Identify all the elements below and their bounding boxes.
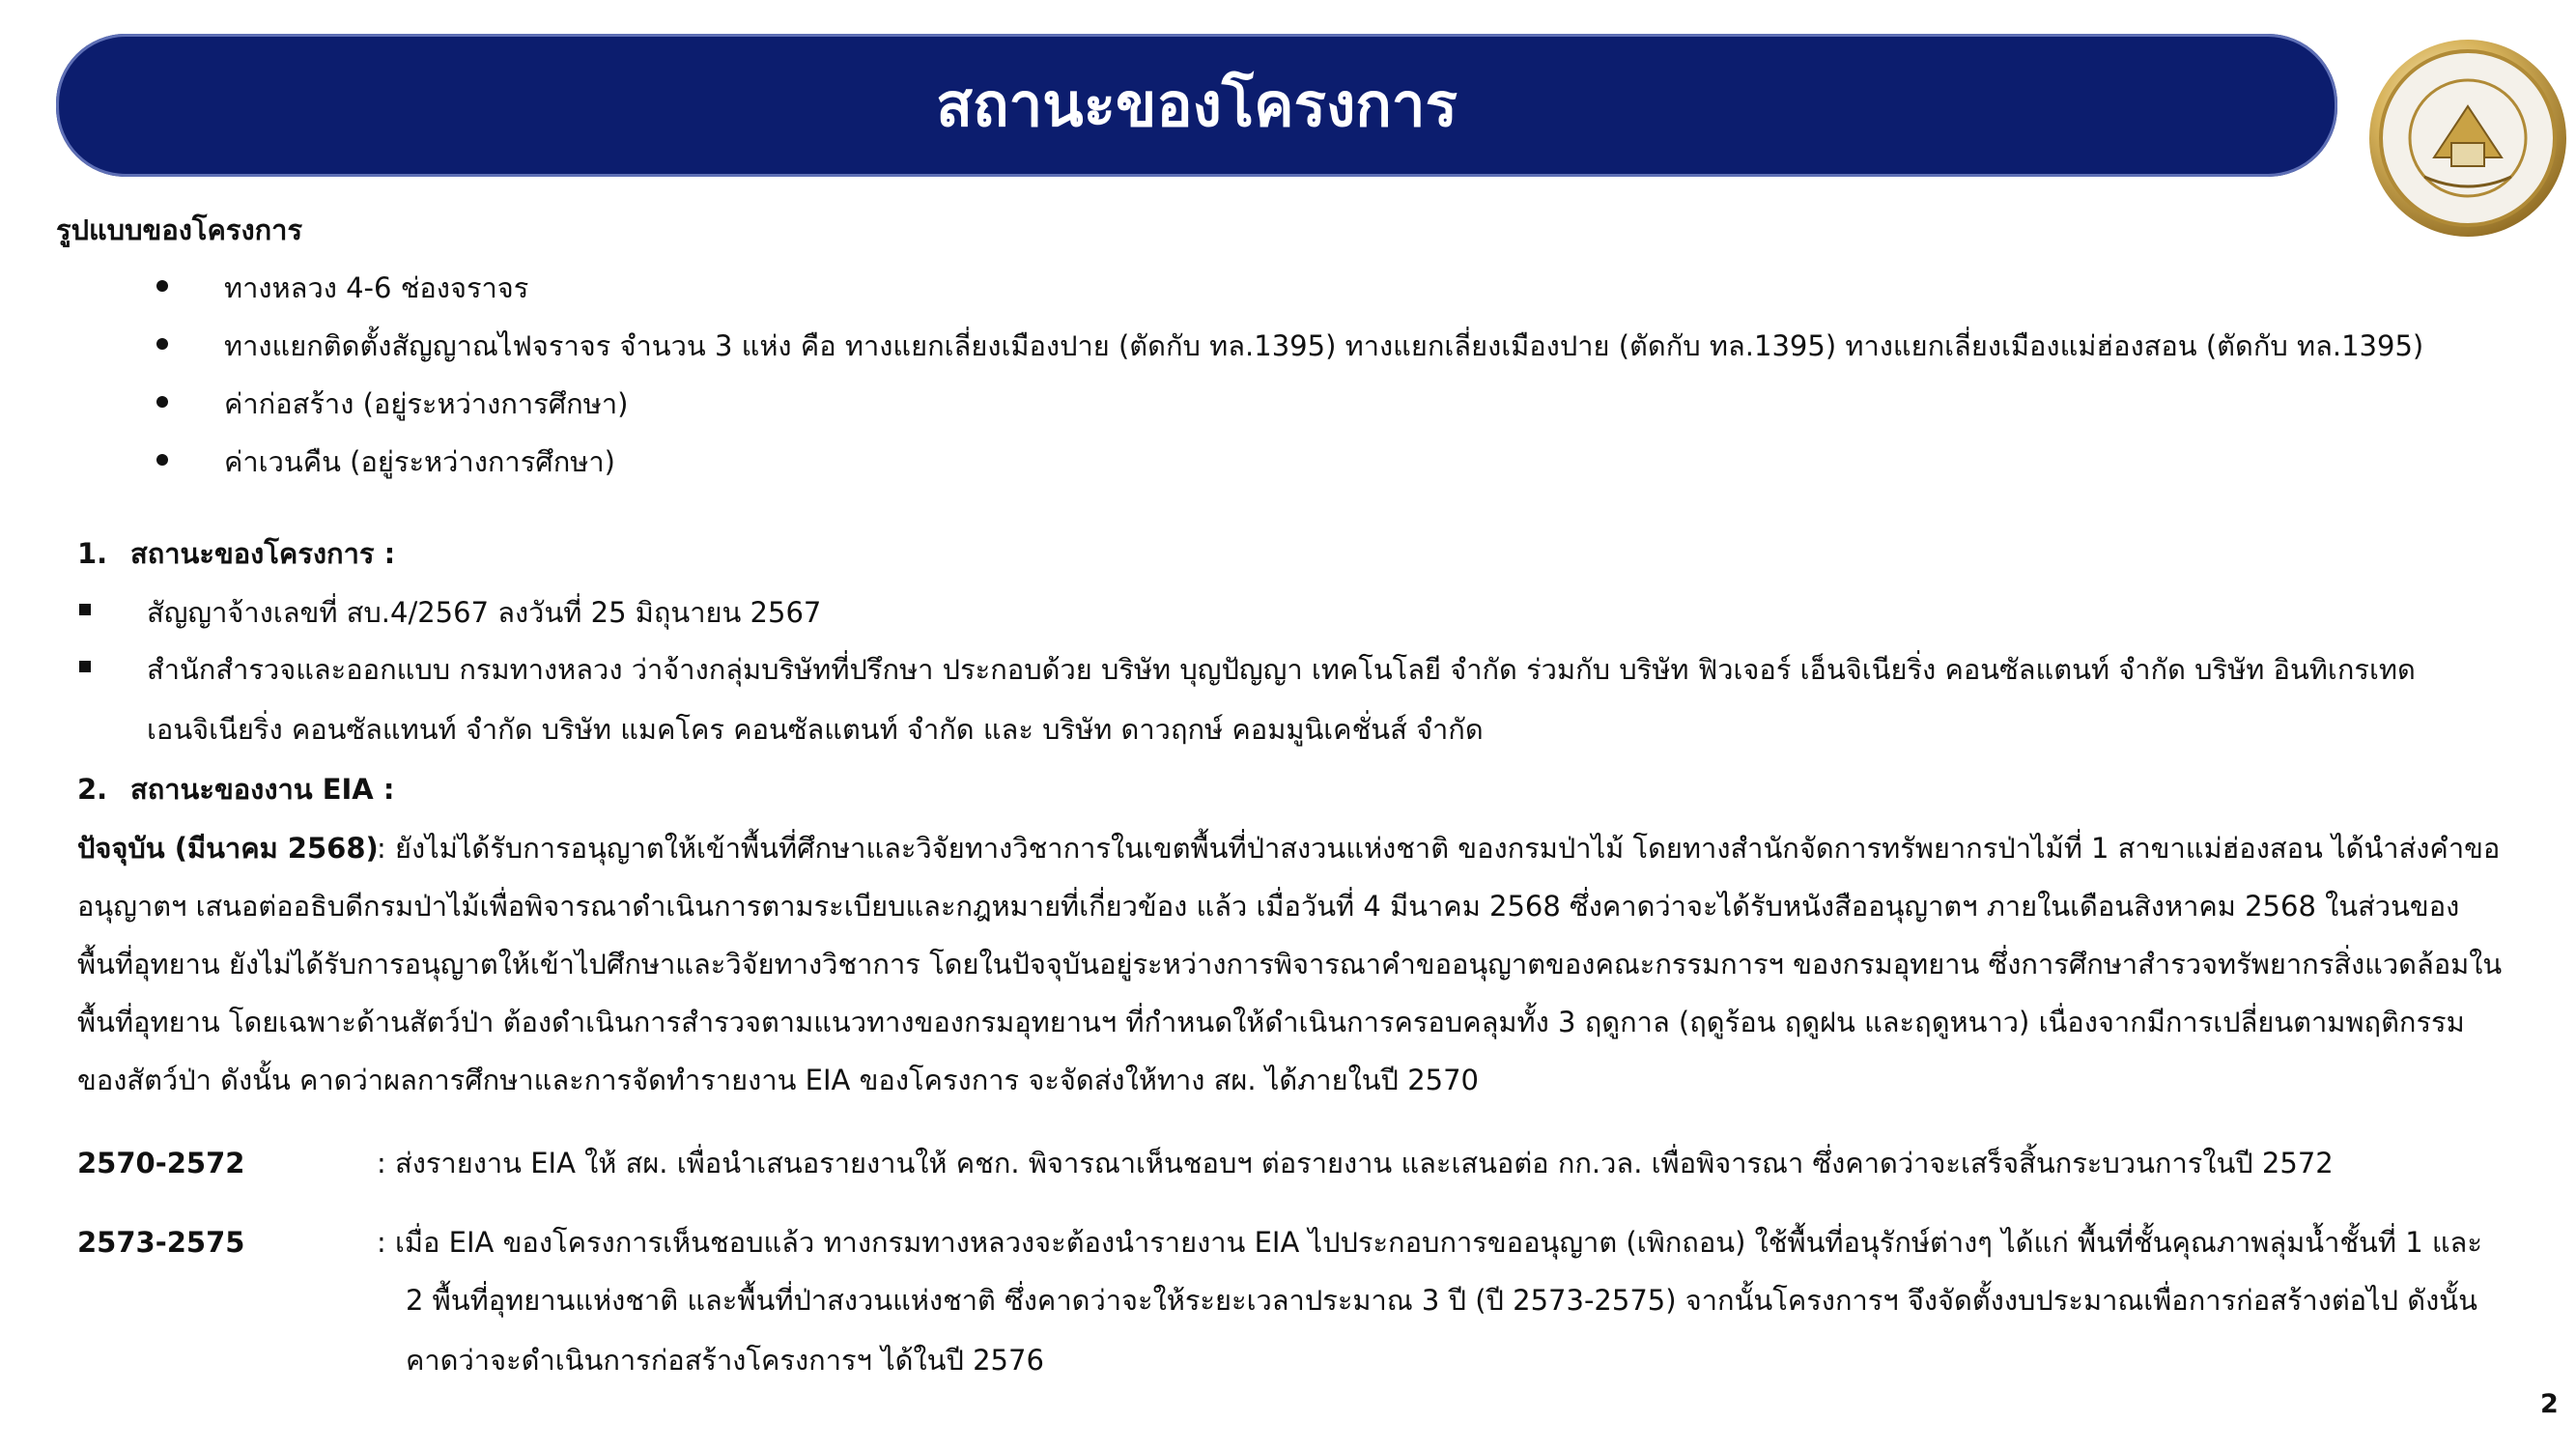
page-title: สถานะของโครงการ [936, 70, 1458, 140]
format-item: ทางหลวง 4-6 ช่องจราจร [224, 271, 529, 304]
timeline-text: 2 พื้นที่อุทยานแห่งชาติ และพื้นที่ป่าสงวนแห่งชาติ ซึ่งคาดว่าจะให้ระยะเวลาประมาณ 3 ปี (ปี 2573-2575) จากนั้นโครงการฯ จึงจัดตั้งงบประมาณเพื่อการก่อสร้างต่อไป ดังนั้น [406, 1284, 2477, 1317]
title-banner [56, 34, 2337, 177]
section1-item-continued: เอนจิเนียริ่ง คอนซัลแทนท์ จำกัด บริษัท แมคโคร คอนซัลแตนท์ จำกัด และ บริษัท ดาวฤกษ์ คอมมูนิเคชั่นส์ จำกัด [147, 713, 1484, 746]
status-paragraph-line: พื้นที่อุทยาน ยังไม่ได้รับการอนุญาตให้เข้าไปศึกษาและวิจัยทางวิชาการ โดยในปัจจุบันอยู่ระหว่างการพิจารณาคำขออนุญาตของคณะกรรมการฯ ของกรมอุทยาน ซึ่งการศึกษาสำรวจทรัพยากรสิ่งแวดล้อมใน [77, 948, 2503, 980]
timeline-text: คาดว่าจะดำเนินการก่อสร้างโครงการฯ ได้ในปี 2576 [406, 1344, 1044, 1377]
status-paragraph-line: อนุญาตฯ เสนอต่ออธิบดีกรมป่าไม้เพื่อพิจารณาดำเนินการตามระเบียบและกฎหมายที่เกี่ยวข้อง แล้ว เมื่อวันที่ 4 มีนาคม 2568 ซึ่งคาดว่าจะได้รับหนังสืออนุญาตฯ ภายในเดือนสิงหาคม 2568 ในส่วนของ [77, 890, 2460, 923]
timeline-period: 2573-2575 [77, 1226, 245, 1259]
format-item: ทางแยกติดตั้งสัญญาณไฟจราจร จำนวน 3 แห่ง คือ ทางแยกเลี่ยงเมืองปาย (ตัดกับ ทล.1395) ทางแยกเลี่ยงเมืองปาย (ตัดกับ ทล.1395) ทางแยกเลี่ยงเมืองแม่ฮ่องสอน (ตัดกับ ทล.1395) [224, 329, 2424, 362]
square-bullet-icon [79, 604, 91, 615]
bullet-icon [156, 280, 168, 292]
timeline-text: : เมื่อ EIA ของโครงการเห็นชอบแล้ว ทางกรมทางหลวงจะต้องนำรายงาน EIA ไปประกอบการขออนุญาต (เพิกถอน) ใช้พื้นที่อนุรักษ์ต่างๆ ได้แก่ พื้นที่ชั้นคุณภาพลุ่มน้ำชั้นที่ 1 และ [377, 1226, 2482, 1259]
timeline-period: 2570-2572 [77, 1147, 245, 1179]
status-paragraph-line: : ยังไม่ได้รับการอนุญาตให้เข้าพื้นที่ศึกษาและวิจัยทางวิชาการในเขตพื้นที่ป่าสงวนแห่งชาติ ของกรมป่าไม้ โดยทางสำนักจัดการทรัพยากรป่าไม้ที่ 1 สาขาแม่ฮ่องสอน ได้นำส่งคำขอ [377, 832, 2501, 865]
department-of-highways-seal-icon [2366, 37, 2569, 240]
project-format-heading: รูปแบบของโครงการ [56, 213, 303, 246]
format-item: ค่าก่อสร้าง (อยู่ระหว่างการศึกษา) [224, 387, 629, 420]
section1-item: สัญญาจ้างเลขที่ สบ.4/2567 ลงวันที่ 25 มิถุนายน 2567 [147, 596, 822, 629]
timeline-text: : ส่งรายงาน EIA ให้ สผ. เพื่อนำเสนอรายงานให้ คชก. พิจารณาเห็นชอบฯ ต่อรายงาน และเสนอต่อ กก.วล. เพื่อพิจารณา ซึ่งคาดว่าจะเสร็จสิ้นกระบวนการในปี 2572 [377, 1147, 2334, 1179]
status-paragraph-line: ของสัตว์ป่า ดังนั้น คาดว่าผลการศึกษาและการจัดทำรายงาน EIA ของโครงการ จะจัดส่งให้ทาง สผ. ได้ภายในปี 2570 [77, 1064, 1479, 1096]
bullet-icon [156, 396, 168, 408]
format-item: ค่าเวนคืน (อยู่ระหว่างการศึกษา) [224, 445, 615, 478]
section1-item: สำนักสำรวจและออกแบบ กรมทางหลวง ว่าจ้างกลุ่มบริษัทที่ปรึกษา ประกอบด้วย บริษัท บุญปัญญา เทคโนโลยี จำกัด ร่วมกับ บริษัท ฟิวเจอร์ เอ็นจิเนียริ่ง คอนซัลแตนท์ จำกัด บริษัท อินทิเกรเทด [147, 653, 2416, 686]
status-paragraph-line: พื้นที่อุทยาน โดยเฉพาะด้านสัตว์ป่า ต้องดำเนินการสำรวจตามแนวทางของกรมอุทยานฯ ที่กำหนดให้ดำเนินการครอบคลุมทั้ง 3 ฤดูกาล (ฤดูร้อน ฤดูฝน และฤดูหนาว) เนื่องจากมีการเปลี่ยนตามพฤติกรรม [77, 1006, 2465, 1038]
section2-number: 2. [77, 773, 108, 806]
square-bullet-icon [79, 661, 91, 672]
current-status-label: ปัจจุบัน (มีนาคม 2568) [77, 832, 379, 865]
bullet-icon [156, 338, 168, 350]
bullet-icon [156, 454, 168, 466]
section1-number: 1. [77, 537, 108, 570]
section1-heading: สถานะของโครงการ : [130, 537, 396, 570]
section2-heading: สถานะของงาน EIA : [130, 773, 395, 806]
page-number: 2 [2540, 1389, 2559, 1419]
